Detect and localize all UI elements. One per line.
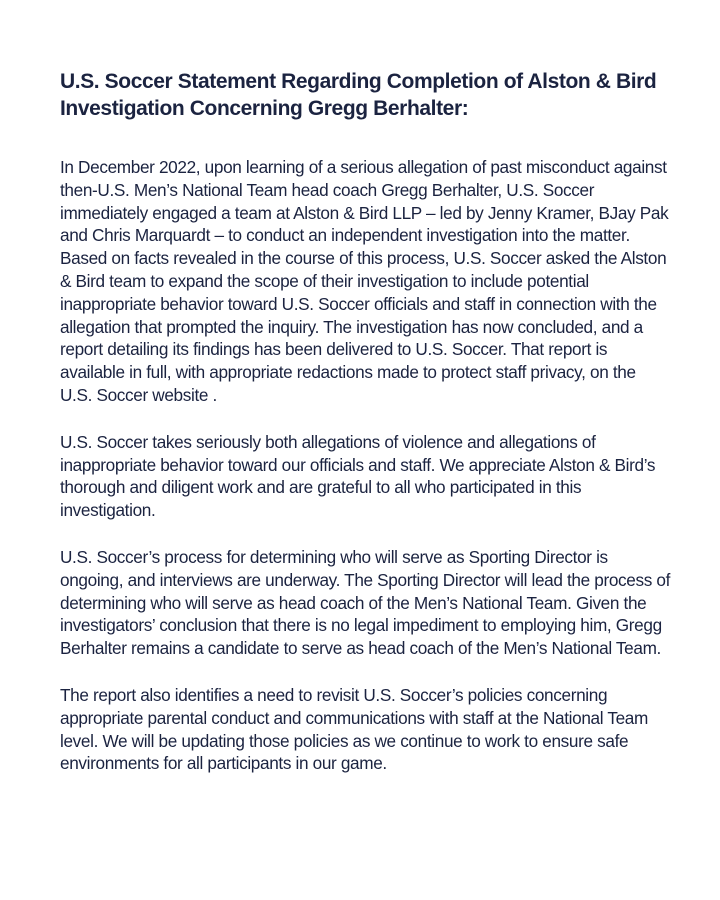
statement-document bbox=[60, 68, 672, 775]
statement-title: U.S. Soccer Statement Regarding Completion of Alston & Bird Investigation Concerning Gregg Berhalter: bbox=[60, 70, 657, 120]
statement-paragraph-4: The report also identifies a need to revisit U.S. Soccer’s policies concerning appropriate parental conduct and communications with staff at the National Team level. We will be updating those policies as we continue to work to ensure safe environments for all participants in our game. bbox=[60, 684, 648, 774]
statement-paragraph-1: In December 2022, upon learning of a serious allegation of past misconduct against then-U.S. Men’s National Team head coach Gregg Berhalter, U.S. Soccer immediately engaged a team at Alston & Bird LLP – led by Jenny Kramer, BJay Pak and Chris Marquardt – to conduct an independent investigation into the matter. Based on facts revealed in the course of this process, U.S. Soccer asked the Alston & Bird team to expand the scope of their investigation to include potential inappropriate behavior toward U.S. Soccer officials and staff in connection with the allegation that prompted the inquiry. The investigation has now concluded, and a report detailing its findings has been delivered to U.S. Soccer. That report is available in full, with appropriate redactions made to protect staff privacy, on the U.S. Soccer website . bbox=[60, 157, 669, 405]
statement-paragraph-2: U.S. Soccer takes seriously both allegations of violence and allegations of inappropriate behavior toward our officials and staff. We appreciate Alston & Bird’s thorough and diligent work and are grateful to all who participated in this investigation. bbox=[60, 431, 656, 521]
statement-paragraph-3: U.S. Soccer’s process for determining who will serve as Sporting Director is ongoing, and interviews are underway. The Sporting Director will lead the process of determining who will serve as head coach of the Men’s National Team. Given the investigators’ conclusion that there is no legal impediment to employing him, Gregg Berhalter remains a candidate to serve as head coach of the Men’s National Team. bbox=[60, 546, 671, 659]
